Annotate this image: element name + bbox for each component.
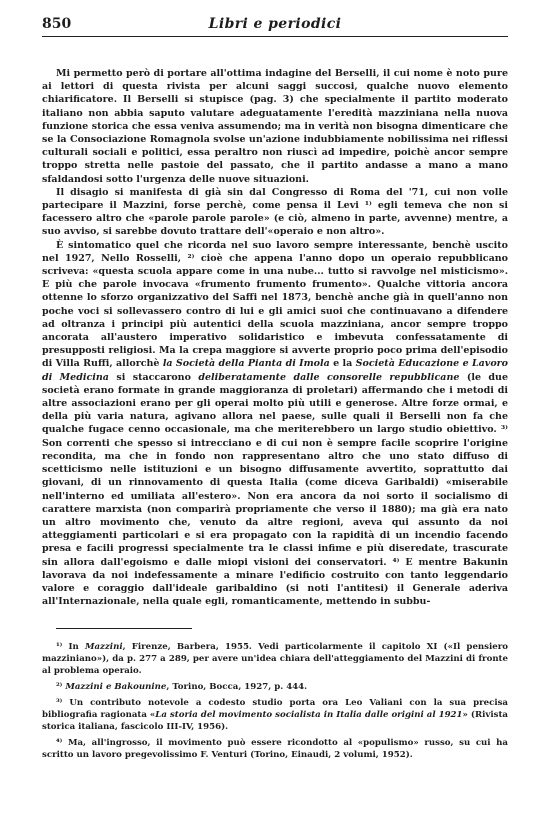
footnote-text: Un contributo notevole a codesto studio porta ora Leo Valiani con la sua precisa bibliografia ragionata « [42, 698, 508, 721]
footnote-1 [42, 641, 508, 677]
running-title: Libri e periodici [208, 16, 342, 32]
paragraph-3-italic-1: la Società della Pianta di Imola [162, 358, 330, 370]
footnote-4 [42, 737, 508, 761]
footnote-3 [42, 697, 508, 733]
footnote-text: In [62, 642, 85, 653]
footnote-2 [42, 681, 508, 693]
footnote-italic: Mazzini e Bakounine [65, 682, 167, 693]
paragraph-3-text-b: e la [329, 358, 356, 370]
page-number: 850 [42, 16, 72, 32]
paragraph-3-italic-3: deliberatamente dalle consorelle repubblicane [198, 371, 460, 383]
paragraph-3-text-a: È sintomatico quel che ricorda nel suo lavoro sempre interessante, benchè uscito nel 1927, Nello Rosselli, ²⁾ cioè che appena l'anno dopo un operaio repubblicano scriveva: «questa scuola appare come in una nube... tutto si ravvolge nel misticismo». E più che parole invocava «frumento frumento frumento». Qualche vittoria ancora ottenne lo sforzo organizzativo del Saffi nel 1873, benchè anche già in quell'anno non poche voci si sollevassero contro di lui e gli amici suoi che continuavano a difendere ad oltranza i principi più autentici della scuola mazziniana, ancor sempre troppo ancorata all'austero imperativo solidaristico e imbevuta confessatamente di presupposti religiosi. Ma la crepa maggiore si avverte proprio poco prima dell'episodio di Villa Ruffi, allorchè [42, 239, 508, 370]
paragraph-3-italic-2: Società Educazione e Lavoro di Medicina [42, 358, 509, 383]
paragraph-3 [42, 239, 508, 609]
footnote-italic: La storia del movimento socialista in Italia dalle origini al 1921 [155, 710, 463, 721]
paragraph-2: Il disagio si manifestа di già sin dal Congresso di Roma del '71, cui non volle partecipare il Mazzini, forse perchè, come pensa il Levi ¹⁾ egli temeva che non si facessero altro che «parole parole parole» (e ciò, almeno in parte, avvenne) mentre, a suo avviso, si sarebbe dovuto trattare dell'«operaio e non altro». [42, 186, 508, 238]
footnote-italic: Mazzini [84, 642, 123, 653]
footnote-text: , Torino, Bocca, 1927, p. 444. [166, 682, 308, 693]
footnote-mark: ⁴⁾ [56, 738, 63, 749]
paragraph-3-text-c: si staccarono [108, 371, 199, 383]
page-header [42, 14, 508, 37]
footnote-mark: ³⁾ [56, 698, 63, 709]
footnotes [42, 641, 508, 761]
footnote-text: » (Rivista storica italiana, fascicolo III-IV, 1956). [42, 710, 508, 733]
footnote-text: Ma, all'ingrosso, il movimento può essere ricondotto al «populismo» russo, su cui ha scritto un lavoro pregevolissimo F. Venturi (Torino, Einaudi, 2 volumi, 1952). [42, 738, 508, 761]
footnote-mark: ¹⁾ [56, 642, 63, 653]
body-text [42, 67, 508, 608]
footnote-mark: ²⁾ [56, 682, 63, 693]
footnote-text: , Firenze, Barbera, 1955. Vedi particolarmente il capitolo XI («Il pensiero mazziniano»), da p. 277 a 289, per avere un'idea chiara dell'atteggiamento del Mazzini di fronte al problema operaio. [42, 642, 508, 677]
paragraph-3-text-d: (le due società erano formate in grande maggioranza di proletari) affermando che i metodi di altre associazioni erano per gli operai molto più utili e generose. Altre forze ormai, e della più varia natura, agivano allora nel paese, sulle quali il Berselli non fa che qualche fugace cenno occasionale, ma che meriterebbero un largo studio obiettivo. ³⁾ Son correnti che spesso si intrecciano e di cui non è sempre facile scoprire l'origine recondita, ma che in fondo non rappresentano altro che uno stato diffuso di scetticismo nelle istituzioni e un bisogno diffusamente avvertito, soprattutto dai giovani, di un rinnovamento di questa Italia (come diceva Garibaldi) «miserabile nell'interno ed umiliata all'estero». Non era ancora da noi sorto il socialismo di carattere marxista (non comparirà propriamente che verso il 1880); ma già era nato un altro movimento che, venuto da altre regioni, aveva qui assunto da noi atteggiamenti particolari e si era propagato con la rapidità di un incendio facendo presa e facili progressi specialmente tra le classi infime e più diseredate, trascurate sin allora dall'egoismo e dalle miopi visioni dei conservatori. ⁴⁾ E mentre Bakunin lavorava da noi indefessamente a minare l'edificio costruito con tanto leggendario valore e coraggio dall'ideale garibaldino (si noti l'antitesi) il Generale aderiva all'Internazionale, nella quale egli, romanticamente, mettendo in subbu- [42, 371, 508, 608]
paragraph-1: Mi permetto però di portare all'ottima indagine del Berselli, il cui nome è noto pure ai lettori di questa rivista per alcuni saggi succosi, qualche nuovo elemento chiarificatore. Il Berselli si stupisce (pag. 3) che specialmente il partito moderato italiano non abbia saputo valutare adeguatamente l'eredità mazziniana nella nuova funzione storica che essa veniva assumendo; ma in verità non bisogna dimenticare che se la Consociazione Romagnola svolse un'azione indubbiamente nobilissima nei riflessi culturali sociali e politici, essa peraltro non riuscì ad impedire, poichè ancor sempre troppo stretta nelle pastoie del passato, che il partito andasse a mano a mano sfaldandosi sotto l'urgenza delle nuove situazioni. [42, 68, 508, 185]
footnote-divider [56, 628, 192, 629]
